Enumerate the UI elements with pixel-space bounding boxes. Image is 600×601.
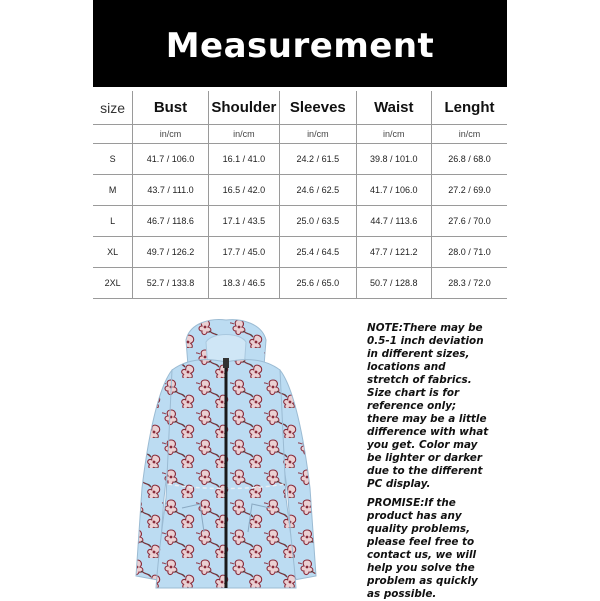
column-header-waist: Waist — [356, 91, 431, 125]
length-cell: 27.2 / 69.0 — [432, 175, 507, 206]
column-header-length: Lenght — [432, 91, 507, 125]
table-row — [93, 144, 507, 175]
length-cell: 26.8 / 68.0 — [432, 144, 507, 175]
shoulder-cell: 16.5 / 42.0 — [208, 175, 279, 206]
sleeves-cell: 25.6 / 65.0 — [280, 268, 356, 299]
waist-cell: 39.8 / 101.0 — [356, 144, 431, 175]
table-row — [93, 237, 507, 268]
table-row — [93, 206, 507, 237]
bust-cell: 41.7 / 106.0 — [133, 144, 208, 175]
bust-cell: 52.7 / 133.8 — [133, 268, 208, 299]
waist-cell: 50.7 / 128.8 — [356, 268, 431, 299]
length-cell: 28.3 / 72.0 — [432, 268, 507, 299]
floral-jacket-image — [128, 318, 324, 596]
bust-cell: 49.7 / 126.2 — [133, 237, 208, 268]
waist-cell: 47.7 / 121.2 — [356, 237, 431, 268]
length-cell: 28.0 / 71.0 — [432, 237, 507, 268]
size-cell: XL — [93, 237, 133, 268]
table-row — [93, 175, 507, 206]
column-header-sleeves: Sleeves — [280, 91, 356, 125]
size-cell: M — [93, 175, 133, 206]
shoulder-cell: 17.1 / 43.5 — [208, 206, 279, 237]
waist-cell: 41.7 / 106.0 — [356, 175, 431, 206]
shoulder-cell: 17.7 / 45.0 — [208, 237, 279, 268]
sizing-note: NOTE:There may be 0.5-1 inch deviation in different sizes, locations and stretch of fabrics. Size chart is for reference only; there may be a little difference with what you get. Color may be lighter or darker due to the different PC display. — [367, 322, 489, 490]
column-header-bust: Bust — [133, 91, 208, 125]
unit-label: in/cm — [208, 125, 279, 144]
waist-cell: 44.7 / 113.6 — [356, 206, 431, 237]
table-row — [93, 268, 507, 299]
page-title: Measurement — [165, 25, 435, 66]
size-cell: S — [93, 144, 133, 175]
size-chart-table — [93, 91, 507, 299]
bust-cell: 43.7 / 111.0 — [133, 175, 208, 206]
title-banner — [93, 0, 507, 87]
unit-label: in/cm — [356, 125, 431, 144]
units-row — [93, 125, 507, 144]
size-cell: 2XL — [93, 268, 133, 299]
unit-label: in/cm — [280, 125, 356, 144]
sleeves-cell: 24.6 / 62.5 — [280, 175, 356, 206]
size-column-label: size — [93, 91, 133, 125]
unit-label: in/cm — [133, 125, 208, 144]
sleeves-cell: 25.0 / 63.5 — [280, 206, 356, 237]
sleeves-cell: 25.4 / 64.5 — [280, 237, 356, 268]
unit-label: in/cm — [432, 125, 507, 144]
units-blank-cell — [93, 125, 133, 144]
column-header-shoulder: Shoulder — [208, 91, 279, 125]
quality-promise: PROMISE:If the product has any quality problems, please feel free to contact us, we will help you solve the problem as quickly as possible. — [367, 497, 478, 600]
shoulder-cell: 16.1 / 41.0 — [208, 144, 279, 175]
table-header-row — [93, 91, 507, 125]
size-cell: L — [93, 206, 133, 237]
shoulder-cell: 18.3 / 46.5 — [208, 268, 279, 299]
sleeves-cell: 24.2 / 61.5 — [280, 144, 356, 175]
length-cell: 27.6 / 70.0 — [432, 206, 507, 237]
bust-cell: 46.7 / 118.6 — [133, 206, 208, 237]
